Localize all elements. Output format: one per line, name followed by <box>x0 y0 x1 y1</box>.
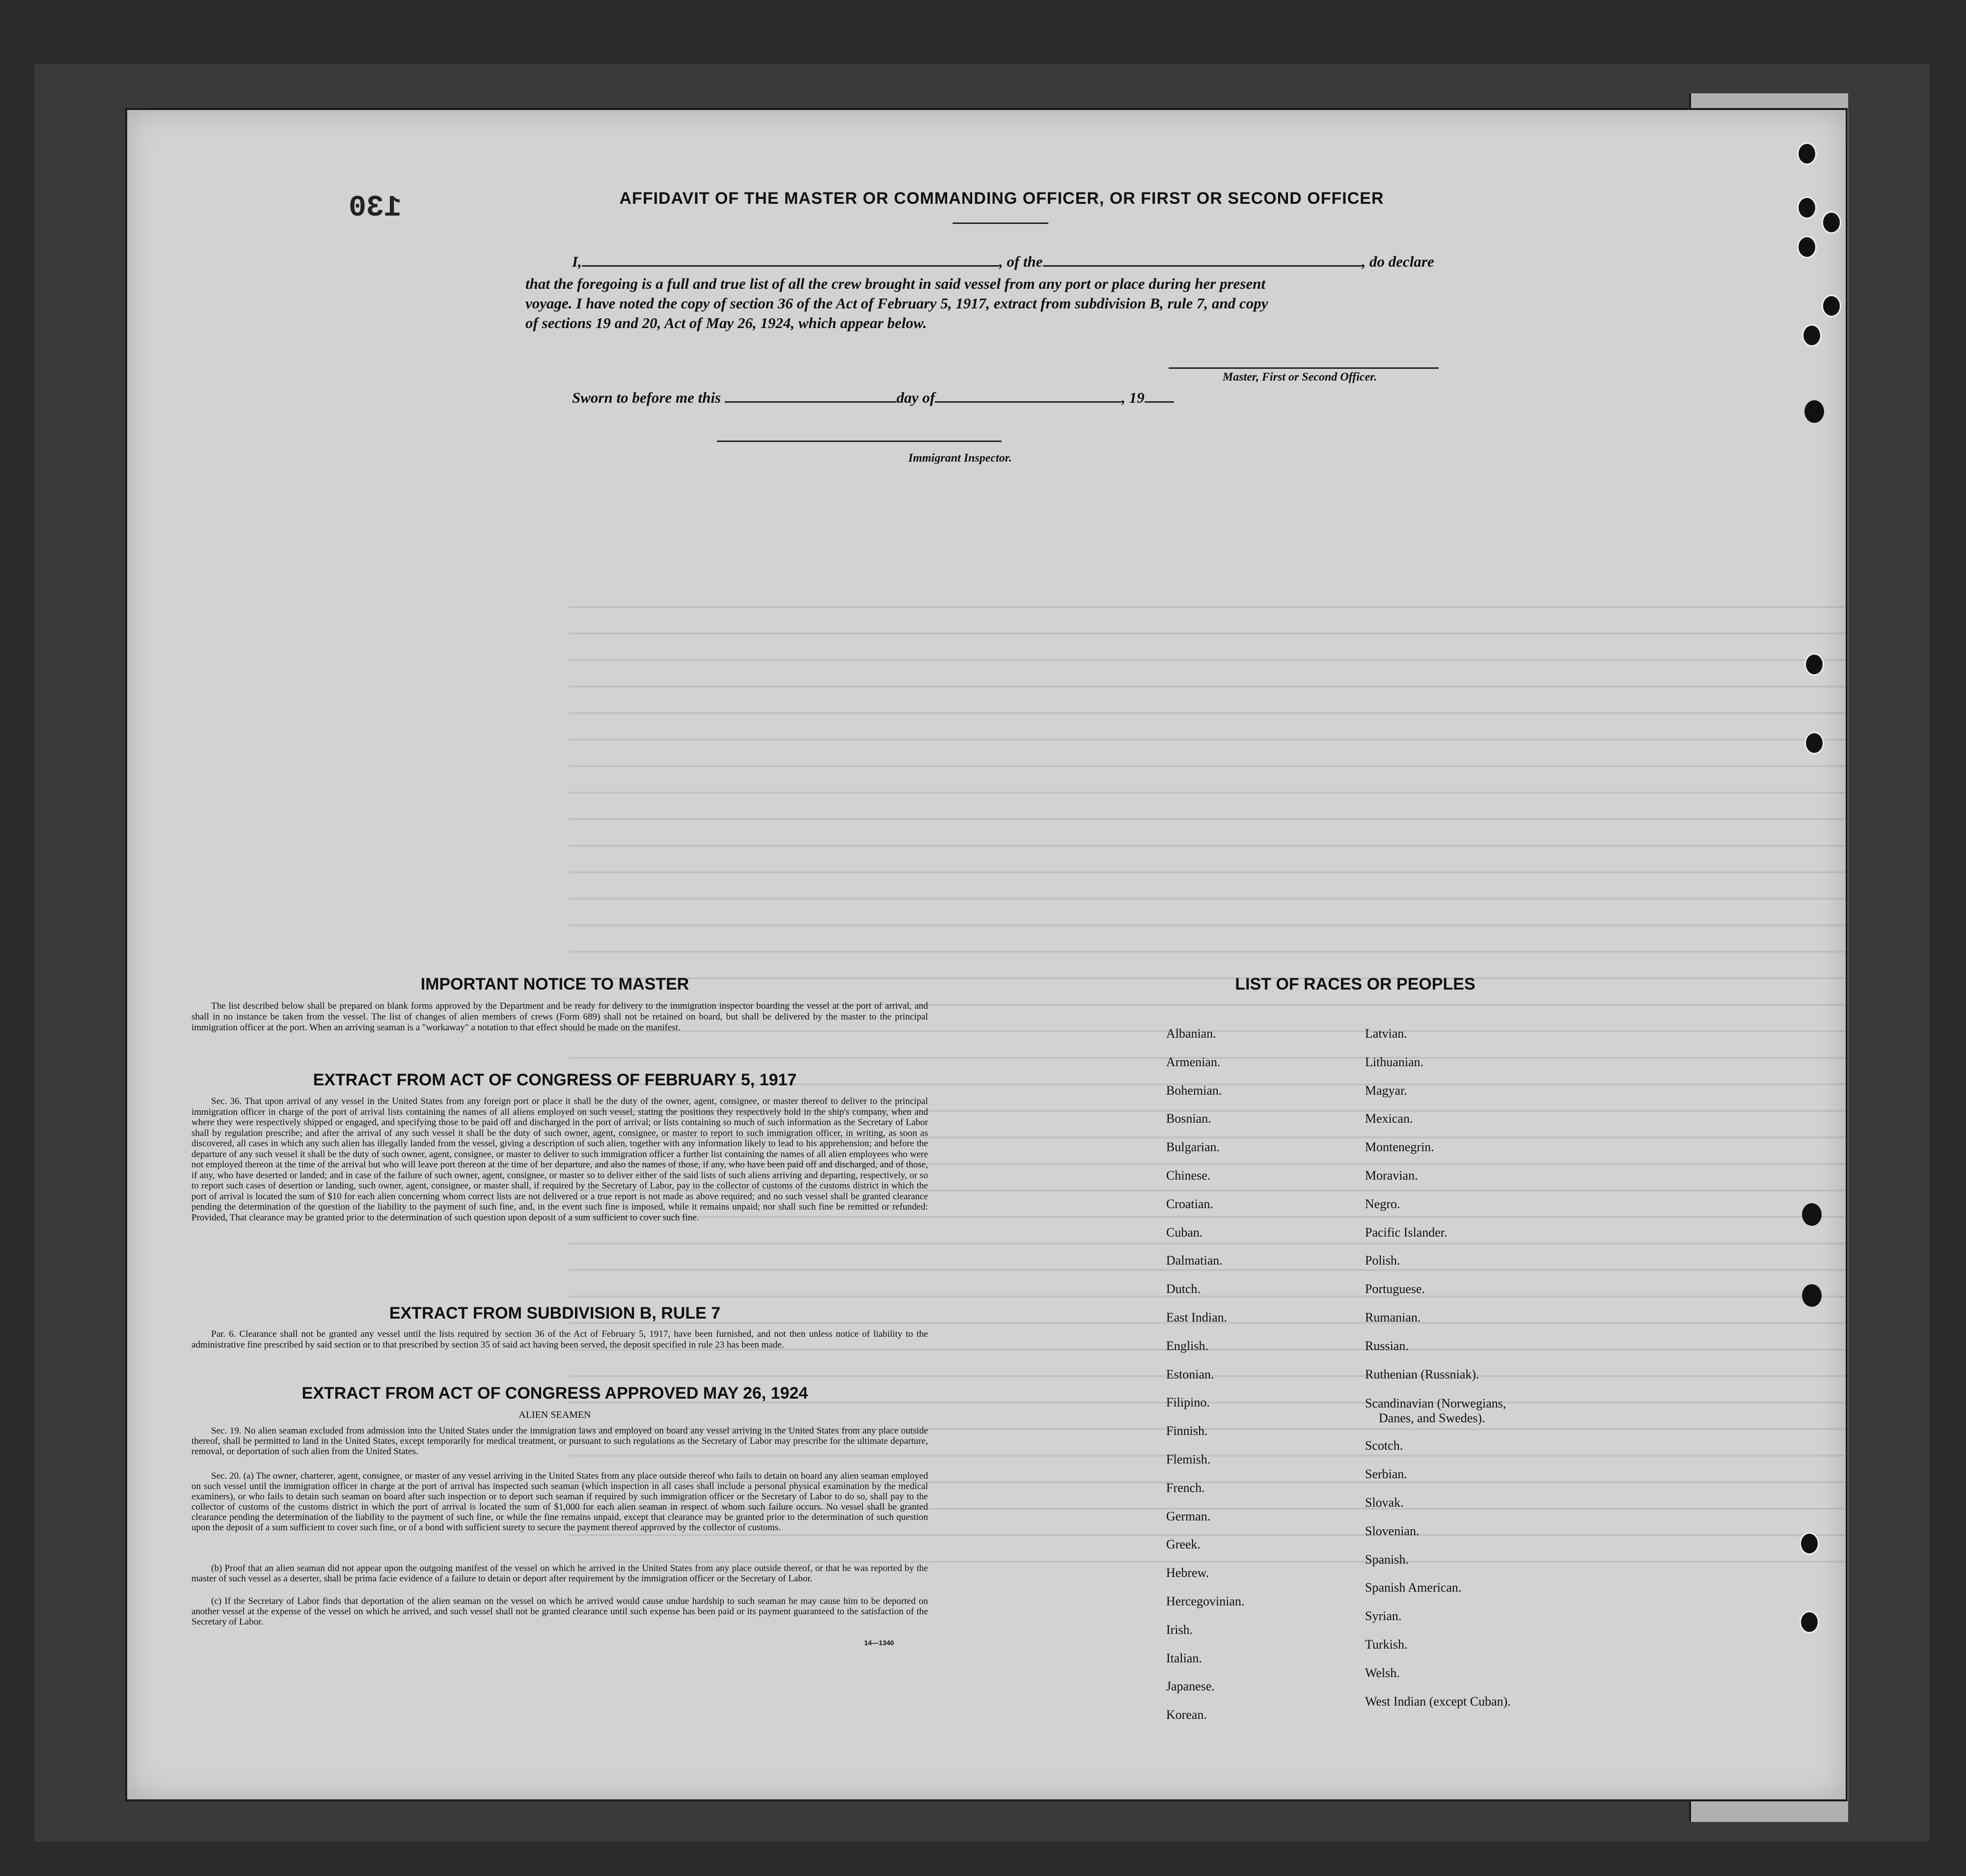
punch-hole <box>1802 1284 1822 1307</box>
affidavit-line-1 <box>572 253 1434 271</box>
race-item: Spanish. <box>1365 1552 1409 1567</box>
race-item: Estonian. <box>1166 1367 1214 1381</box>
races-left-column <box>1166 1026 1245 1736</box>
race-item: Russian. <box>1365 1338 1409 1353</box>
races-right-column <box>1365 1026 1511 1722</box>
race-item: English. <box>1166 1338 1208 1353</box>
punch-hole <box>1800 1611 1819 1633</box>
year-label: , 19 <box>1121 389 1145 406</box>
day-of-label: day of <box>896 389 935 406</box>
race-item: French. <box>1166 1480 1205 1495</box>
master-caption: Master, First or Second Officer. <box>1223 371 1377 384</box>
race-item: Ruthenian (Russniak). <box>1365 1367 1479 1381</box>
extract-1924-subtitle: ALIEN SEAMEN <box>519 1409 591 1420</box>
affidavit-line-2: that the foregoing is a full and true list of all the crew brought in said vessel from any port or place during her present <box>525 275 1266 292</box>
race-item: Finnish. <box>1166 1424 1208 1438</box>
punch-hole <box>1802 1203 1822 1226</box>
punch-hole <box>1797 142 1817 165</box>
notice-body: The list described below shall be prepared on blank forms approved by the Department and be ready for delivery to the immigration inspector boarding the vessel at the port of arrival, and shall in no instance be taken from the vessel. The list of changes of alien members of crews (Form 689) shall not be retained on board, but shall be delivered by the master to the principal immigration officer at the port. When an arriving seaman is a "workaway" a notation to that effect should be made on the manifest. <box>191 1001 928 1033</box>
race-item: Welsh. <box>1365 1665 1400 1680</box>
race-item: Korean. <box>1166 1708 1207 1722</box>
race-item: Latvian. <box>1365 1026 1407 1041</box>
extract-1924-sec20b: (b) Proof that an alien seaman did not appear upon the outgoing manifest of the vessel on which he arrived in the United States from any place outside thereof, or that he was reported by the master of such vessel as a deserter, shall be prima facie evidence of a failure to detain or deport after requirement by the immigration officer or the Secretary of Labor. <box>191 1563 928 1584</box>
race-item: Pacific Islander. <box>1365 1225 1447 1240</box>
extract-1924-sec20c: (c) If the Secretary of Labor finds that deportation of the alien seaman on the vessel on which he arrived would cause undue hardship to such seaman he may cause him to be deported on another vessel at the expense of the vessel on which he arrived, and such vessel shall not be granted clearance until such expense has been paid or its payment guaranteed to the satisfaction of the Secretary of Labor. <box>191 1596 928 1627</box>
inspector-signature-line[interactable] <box>717 441 1002 442</box>
affidavit-title: AFFIDAVIT OF THE MASTER OR COMMANDING OFFICER, OR FIRST OR SECOND OFFICER <box>619 189 1384 208</box>
punch-hole <box>1804 400 1824 423</box>
notice-title: IMPORTANT NOTICE TO MASTER <box>420 975 689 993</box>
race-item: East Indian. <box>1166 1310 1228 1324</box>
race-item: Hercegovinian. <box>1166 1594 1245 1608</box>
punch-hole <box>1797 196 1817 219</box>
race-item: Chinese. <box>1166 1168 1211 1183</box>
race-item: Albanian. <box>1166 1026 1216 1041</box>
race-item: Flemish. <box>1166 1452 1211 1466</box>
race-item: Bosnian. <box>1166 1111 1211 1126</box>
race-item <box>1365 1395 1511 1438</box>
race-item: Portuguese. <box>1365 1282 1425 1297</box>
race-item-continuation: Danes, and Swedes). <box>1379 1411 1485 1426</box>
race-item: Moravian. <box>1365 1168 1418 1183</box>
race-item: Japanese. <box>1166 1679 1215 1694</box>
extract-1924-sec19: Sec. 19. No alien seaman excluded from admission into the United States under the immigration laws and employed on board any vessel arriving in the United States from any place outside thereof, shall be permitted to land in the United States, except temporarily for medical treatment, or pursuant to such regulations as the Secretary of Labor may prescribe for the ultimate departure, removal, or deportation of such alien from the United States. <box>191 1426 928 1457</box>
race-item: Syrian. <box>1365 1609 1402 1624</box>
sworn-year-blank[interactable] <box>1145 401 1174 403</box>
race-item: Spanish American. <box>1365 1580 1462 1595</box>
race-item: Italian. <box>1166 1651 1202 1665</box>
race-item: Rumanian. <box>1365 1310 1421 1324</box>
race-item: Negro. <box>1365 1196 1400 1211</box>
inspector-caption: Immigrant Inspector. <box>908 452 1012 465</box>
sworn-line <box>572 389 1174 407</box>
vessel-blank[interactable] <box>1043 265 1362 267</box>
extract-rule7-body: Par. 6. Clearance shall not be granted any vessel until the lists required by section 36 of the Act of February 5, 1917, have been furnished, and not then unless notice of liability to the administrative fine prescribed by said section or to that prescribed by section 35 of said act having been served, the deposit specified in rule 23 has been made. <box>191 1329 928 1350</box>
name-blank[interactable] <box>582 265 999 267</box>
race-item: West Indian (except Cuban). <box>1365 1694 1511 1709</box>
do-declare-label: , do declare <box>1362 253 1434 270</box>
race-item: Filipino. <box>1166 1395 1210 1410</box>
race-item: Magyar. <box>1365 1083 1407 1098</box>
race-item: Slovak. <box>1365 1495 1404 1510</box>
extract-1917-body: Sec. 36. That upon arrival of any vessel in the United States from any foreign port or place it shall be the duty of the owner, agent, consignee, or master thereof to deliver to the principal immigration officer in charge of the port of arrival lists containing the names of all aliens employed on such vessel, stating the positions they respectively hold in the ship's company, when and where they were respectively shipped or engaged, and specifying those to be paid off and discharged in the port of arrival; or lists containing so much of such information as the Secretary of Labor shall by regulation prescribe; and after the arrival of any such vessel it shall be the duty of such owner, agent, consignee, or master to report to such immigration officer, in writing, as soon as discovered, all cases in which any such alien has illegally landed from the vessel, giving a description of such alien, together with any information likely to lead to his apprehension; and before the departure of any such vessel it shall be the duty of such owner, agent, consignee, or master to deliver to such immigration officer a further list containing the names of all alien employees who were not employed thereon at the time of the arrival but who will leave port thereon at the time of her departure, and also the names of those, if any, who have been paid off and discharged, and of those, if any, who have deserted or landed; and in case of the failure of such owner, agent, consignee, or master so to deliver either of the said lists of such aliens arriving and departing, respectively, or so to report such cases of desertion or landing, such owner, agent, consignee, or master shall, if required by the Secretary of Labor, pay to the collector of customs of the customs district in which the port of arrival is located the sum of $10 for each alien concerning whom correct lists are not delivered or a true report is not made as above required; and no such vessel shall be granted clearance pending the determination of the question of the liability to the payment of such fine, and, in the event such fine is imposed, while it remains unpaid; nor shall such fine be remitted or refunded: Provided, That clearance may be granted prior to the determination of such question upon deposit of a sum sufficient to cover such fine. <box>191 1096 928 1223</box>
race-item: Croatian. <box>1166 1196 1214 1211</box>
race-item: Mexican. <box>1365 1111 1413 1126</box>
extract-1917-title: EXTRACT FROM ACT OF CONGRESS OF FEBRUARY 5, 1917 <box>313 1071 797 1089</box>
punch-hole <box>1804 653 1824 676</box>
race-item: Bulgarian. <box>1166 1140 1220 1155</box>
affidavit-i: I, <box>572 253 582 270</box>
race-item: Bohemian. <box>1166 1083 1222 1098</box>
race-item: Greek. <box>1166 1537 1201 1552</box>
form-number: 14—1340 <box>864 1639 894 1647</box>
race-item: Dutch. <box>1166 1282 1201 1297</box>
races-title: LIST OF RACES OR PEOPLES <box>1235 975 1475 993</box>
race-item: Serbian. <box>1365 1467 1407 1482</box>
race-item: Slovenian. <box>1365 1523 1420 1538</box>
race-item: German. <box>1166 1509 1211 1523</box>
race-item: Montenegrin. <box>1365 1140 1434 1155</box>
extract-1924-sec20a: Sec. 20. (a) The owner, charterer, agent, consignee, or master of any vessel arriving in the United States from any place outside thereof who fails to detain on board any alien seaman employed on such vessel until the immigration officer in charge at the port of arrival has inspected such seaman (which inspection in all cases shall include a personal physical examination by the medical examiners), or who fails to detain such seaman on board after such inspection or to deport such seaman if required by such immigration officer or the Secretary of Labor to do so, shall pay to the collector of customs of the customs district in which the port of arrival is located the sum of $1,000 for each alien seaman in respect of whom such failure occurs. No vessel shall be granted clearance pending the determination of the liability to the payment of such fine, or while the fine remains unpaid, except that clearance may be granted prior to the determination of such question upon the deposit of a sum sufficient to cover such fine, or of a bond with sufficient surety to secure the payment thereof approved by the collector of customs. <box>191 1471 928 1533</box>
extract-1924-title: EXTRACT FROM ACT OF CONGRESS APPROVED MAY 26, 1924 <box>301 1384 808 1403</box>
of-the-label: , of the <box>999 253 1043 270</box>
affidavit-line-3: voyage. I have noted the copy of section 36 of the Act of February 5, 1917, extract from subdivision B, rule 7, and copy <box>525 295 1268 312</box>
page-number: 130 <box>349 192 402 225</box>
race-item: Irish. <box>1166 1622 1193 1637</box>
sworn-month-blank[interactable] <box>935 401 1121 403</box>
race-item: Scotch. <box>1365 1438 1403 1453</box>
race-item: Dalmatian. <box>1166 1253 1223 1268</box>
punch-hole <box>1804 732 1824 754</box>
race-item: Polish. <box>1365 1253 1400 1268</box>
race-item: Armenian. <box>1166 1054 1221 1069</box>
race-item: Hebrew. <box>1166 1566 1209 1580</box>
affidavit-line-4: of sections 19 and 20, Act of May 26, 1924, which appear below. <box>525 314 927 331</box>
punch-hole <box>1800 1532 1819 1555</box>
race-item: Turkish. <box>1365 1637 1408 1652</box>
punch-hole <box>1822 295 1841 317</box>
punch-hole <box>1797 236 1817 258</box>
document-page <box>125 108 1848 1801</box>
punch-hole <box>1822 211 1841 234</box>
race-item-label: Scandinavian (Norwegians, <box>1365 1396 1506 1411</box>
sworn-day-blank[interactable] <box>725 401 897 403</box>
punch-hole <box>1802 324 1822 347</box>
race-item: Cuban. <box>1166 1225 1203 1240</box>
sworn-label: Sworn to before me this <box>572 389 721 406</box>
extract-rule7-title: EXTRACT FROM SUBDIVISION B, RULE 7 <box>389 1304 721 1323</box>
race-item: Lithuanian. <box>1365 1054 1424 1069</box>
master-signature-line[interactable] <box>1169 367 1439 369</box>
title-underline <box>953 222 1048 224</box>
